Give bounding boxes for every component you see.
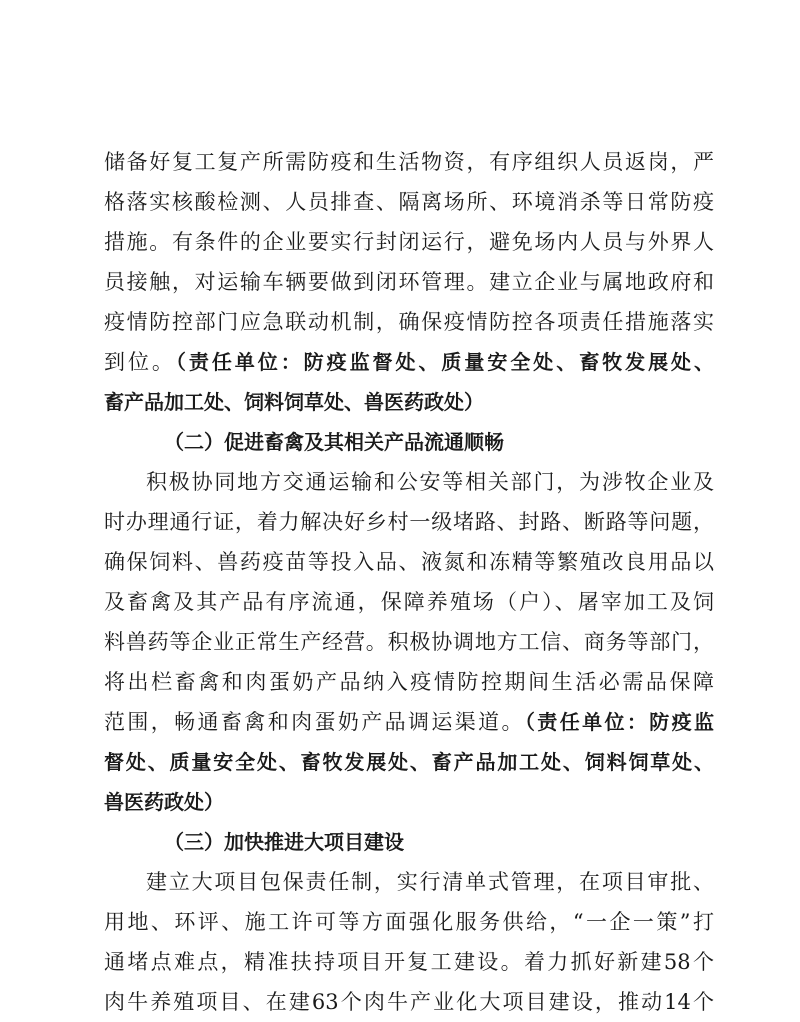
text-line: 及畜禽及其产品有序流通，保障养殖场（户）、屠宰加工及饲 bbox=[104, 590, 714, 614]
text-line: 料兽药等企业正常生产经营。积极协调地方工信、商务等部门， bbox=[104, 630, 714, 654]
section-heading-3: （三）加快推进大项目建设 bbox=[164, 830, 404, 854]
text-line: 将出栏畜禽和肉蛋奶产品纳入疫情防控期间生活必需品保障 bbox=[104, 670, 714, 694]
text-line: 储备好复工复产所需防疫和生活物资，有序组织人员返岗，严 bbox=[104, 150, 714, 174]
responsibility-note: （责任单位：防疫监 bbox=[524, 710, 714, 734]
responsibility-note-line: 畜产品加工处、饲料饲草处、兽医药政处） bbox=[104, 390, 484, 414]
responsibility-note-line: 督处、质量安全处、畜牧发展处、畜产品加工处、饲料饲草处、 bbox=[104, 750, 714, 774]
responsibility-note: （责任单位：防疫监督处、质量安全处、畜牧发展处、 bbox=[175, 350, 714, 374]
text-line: 确保饲料、兽药疫苗等投入品、液氮和冻精等繁殖改良用品以 bbox=[104, 550, 714, 574]
paragraph-1 bbox=[104, 142, 714, 422]
responsibility-note-line: 兽医药政处） bbox=[104, 790, 224, 814]
text-line: 时办理通行证，着力解决好乡村一级堵路、封路、断路等问题， bbox=[104, 510, 714, 534]
text-line: 通堵点难点，精准扶持项目开复工建设。着力抓好新建58个 bbox=[104, 950, 714, 974]
text-line: 疫情防控部门应急联动机制，确保疫情防控各项责任措施落实 bbox=[104, 310, 714, 334]
section-heading-2: （二）促进畜禽及其相关产品流通顺畅 bbox=[164, 430, 504, 454]
plain-text: 范围，畅通畜禽和肉蛋奶产品调运渠道。 bbox=[104, 710, 525, 734]
text-line: 用地、环评、施工许可等方面强化服务供给，“一企一策”打 bbox=[104, 910, 714, 934]
text-line: 建立大项目包保责任制，实行清单式管理，在项目审批、 bbox=[146, 870, 714, 894]
document-body bbox=[104, 142, 714, 1022]
text-line: 肉牛养殖项目、在建63个肉牛产业化大项目建设，推动14个 bbox=[104, 990, 714, 1014]
text-line: 员接触，对运输车辆要做到闭环管理。建立企业与属地政府和 bbox=[104, 270, 714, 294]
text-line: 积极协同地方交通运输和公安等相关部门，为涉牧企业及 bbox=[146, 470, 714, 494]
text-line: 措施。有条件的企业要实行封闭运行，避免场内人员与外界人 bbox=[104, 230, 714, 254]
paragraph-3 bbox=[104, 862, 714, 1022]
text-line: 格落实核酸检测、人员排查、隔离场所、环境消杀等日常防疫 bbox=[104, 190, 714, 214]
plain-text: 到位。 bbox=[104, 350, 176, 374]
text-line bbox=[104, 702, 714, 742]
paragraph-2 bbox=[104, 462, 714, 822]
text-line bbox=[104, 342, 714, 382]
